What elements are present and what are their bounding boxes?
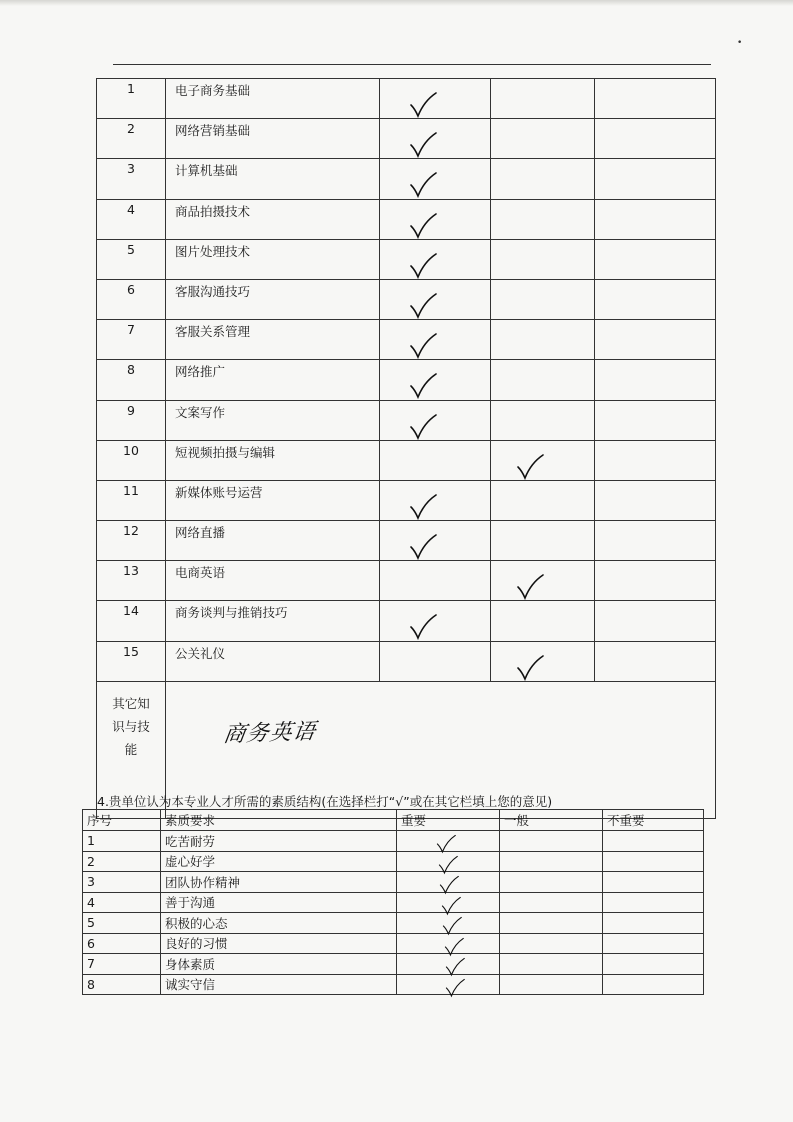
knowledge-name: 网络推广 [166,360,380,400]
choice-cell [595,641,716,681]
choice-cell [491,561,595,601]
quality-caption: 4.贵单位认为本专业人才所需的素质结构(在选择栏打“√”或在其它栏填上您的意见) [97,794,553,809]
checkmark-icon [444,978,466,998]
quality-name: 诚实守信 [161,974,397,995]
checkmark-icon [408,493,438,521]
quality-row [83,831,704,852]
quality-name: 善于沟通 [161,892,397,913]
quality-row [83,872,704,893]
knowledge-name: 电子商务基础 [166,79,380,119]
knowledge-name: 客服沟通技巧 [166,279,380,319]
choice-cell [595,360,716,400]
choice-cell [500,872,603,893]
row-number: 3 [83,872,161,893]
choice-cell [491,440,595,480]
choice-cell [595,320,716,360]
choice-cell [380,480,491,520]
column-header: 重要 [397,810,500,831]
row-number: 12 [97,521,166,561]
quality-name: 积极的心态 [161,913,397,934]
knowledge-name: 图片处理技术 [166,239,380,279]
choice-cell [603,954,704,975]
quality-row [83,933,704,954]
choice-cell [500,831,603,852]
knowledge-row [97,440,716,480]
row-number: 9 [97,400,166,440]
choice-cell [397,974,500,995]
knowledge-row [97,239,716,279]
column-header: 一般 [500,810,603,831]
choice-cell [500,913,603,934]
row-number: 10 [97,440,166,480]
choice-cell [397,913,500,934]
checkmark-icon [408,212,438,240]
choice-cell [380,119,491,159]
knowledge-name: 短视频拍摄与编辑 [166,440,380,480]
choice-cell [380,561,491,601]
quality-name: 团队协作精神 [161,872,397,893]
choice-cell [500,933,603,954]
row-number: 5 [97,239,166,279]
page-top-edge [0,0,793,6]
row-number: 2 [83,851,161,872]
choice-cell [595,521,716,561]
quality-name: 虚心好学 [161,851,397,872]
knowledge-row [97,400,716,440]
knowledge-row [97,521,716,561]
choice-cell [491,480,595,520]
knowledge-name: 电商英语 [166,561,380,601]
quality-table [82,809,704,995]
knowledge-row [97,279,716,319]
choice-cell [603,974,704,995]
choice-cell [603,831,704,852]
row-number: 11 [97,480,166,520]
row-number: 8 [83,974,161,995]
choice-cell [491,400,595,440]
choice-cell [500,974,603,995]
choice-cell [491,360,595,400]
quality-row [83,913,704,934]
choice-cell [491,239,595,279]
choice-cell [595,480,716,520]
choice-cell [380,279,491,319]
row-number: 1 [83,831,161,852]
handwritten-note: 商务英语 [221,719,318,748]
choice-cell [595,79,716,119]
choice-cell [380,521,491,561]
choice-cell [491,601,595,641]
header-rule [113,64,711,65]
choice-cell [397,851,500,872]
quality-row [83,974,704,995]
checkmark-icon [408,332,438,360]
choice-cell [380,320,491,360]
checkmark-icon [408,252,438,280]
checkmark-icon [408,171,438,199]
choice-cell [491,320,595,360]
knowledge-name: 网络直播 [166,521,380,561]
scan-mark: • [737,38,743,48]
choice-cell [380,440,491,480]
choice-cell [595,440,716,480]
knowledge-row [97,119,716,159]
choice-cell [491,521,595,561]
knowledge-name: 客服关系管理 [166,320,380,360]
choice-cell [380,159,491,199]
checkmark-icon [408,533,438,561]
row-number: 13 [97,561,166,601]
row-number: 3 [97,159,166,199]
knowledge-name: 商务谈判与推销技巧 [166,601,380,641]
row-number: 2 [97,119,166,159]
row-number: 1 [97,79,166,119]
row-number: 14 [97,601,166,641]
choice-cell [595,400,716,440]
checkmark-icon [408,613,438,641]
choice-cell [380,239,491,279]
checkmark-icon [408,131,438,159]
other-knowledge-label-line: 能 [124,741,138,757]
knowledge-table [96,78,716,819]
choice-cell [603,913,704,934]
checkmark-icon [408,413,438,441]
choice-cell [595,561,716,601]
choice-cell [397,892,500,913]
knowledge-name: 公关礼仪 [166,641,380,681]
other-knowledge-label-line: 识与技 [112,718,150,734]
knowledge-name: 新媒体账号运营 [166,480,380,520]
checkmark-icon [515,453,545,481]
choice-cell [491,79,595,119]
choice-cell [603,892,704,913]
choice-cell [380,601,491,641]
knowledge-row [97,320,716,360]
knowledge-row [97,601,716,641]
quality-name: 身体素质 [161,954,397,975]
choice-cell [491,119,595,159]
choice-cell [595,239,716,279]
choice-cell [397,933,500,954]
knowledge-row [97,641,716,681]
knowledge-row [97,159,716,199]
choice-cell [491,199,595,239]
quality-row [83,892,704,913]
column-header: 不重要 [603,810,704,831]
quality-row [83,851,704,872]
quality-row [83,954,704,975]
checkmark-icon [515,654,545,682]
quality-header-row [83,810,704,831]
row-number: 7 [83,954,161,975]
choice-cell [380,360,491,400]
knowledge-name: 计算机基础 [166,159,380,199]
knowledge-row [97,79,716,119]
choice-cell [595,279,716,319]
checkmark-icon [408,292,438,320]
choice-cell [491,159,595,199]
choice-cell [380,199,491,239]
checkmark-icon [408,91,438,119]
row-number: 8 [97,360,166,400]
choice-cell [380,79,491,119]
choice-cell [397,872,500,893]
row-number: 4 [83,892,161,913]
choice-cell [603,933,704,954]
row-number: 6 [97,279,166,319]
choice-cell [491,279,595,319]
column-header: 序号 [83,810,161,831]
quality-name: 吃苦耐劳 [161,831,397,852]
knowledge-name: 网络营销基础 [166,119,380,159]
knowledge-row [97,561,716,601]
row-number: 15 [97,641,166,681]
choice-cell [595,159,716,199]
knowledge-row [97,480,716,520]
knowledge-name: 商品拍摄技术 [166,199,380,239]
choice-cell [595,199,716,239]
choice-cell [500,954,603,975]
choice-cell [500,851,603,872]
checkmark-icon [408,372,438,400]
column-header: 素质要求 [161,810,397,831]
row-number: 7 [97,320,166,360]
checkmark-icon [515,573,545,601]
row-number: 6 [83,933,161,954]
quality-name: 良好的习惯 [161,933,397,954]
choice-cell [380,400,491,440]
choice-cell [603,851,704,872]
choice-cell [380,641,491,681]
row-number: 4 [97,199,166,239]
choice-cell [500,892,603,913]
choice-cell [595,119,716,159]
row-number: 5 [83,913,161,934]
other-knowledge-label-line: 其它知 [112,695,150,711]
knowledge-name: 文案写作 [166,400,380,440]
choice-cell [491,641,595,681]
choice-cell [595,601,716,641]
knowledge-row [97,199,716,239]
choice-cell [603,872,704,893]
knowledge-row [97,360,716,400]
choice-cell [397,954,500,975]
choice-cell [397,831,500,852]
